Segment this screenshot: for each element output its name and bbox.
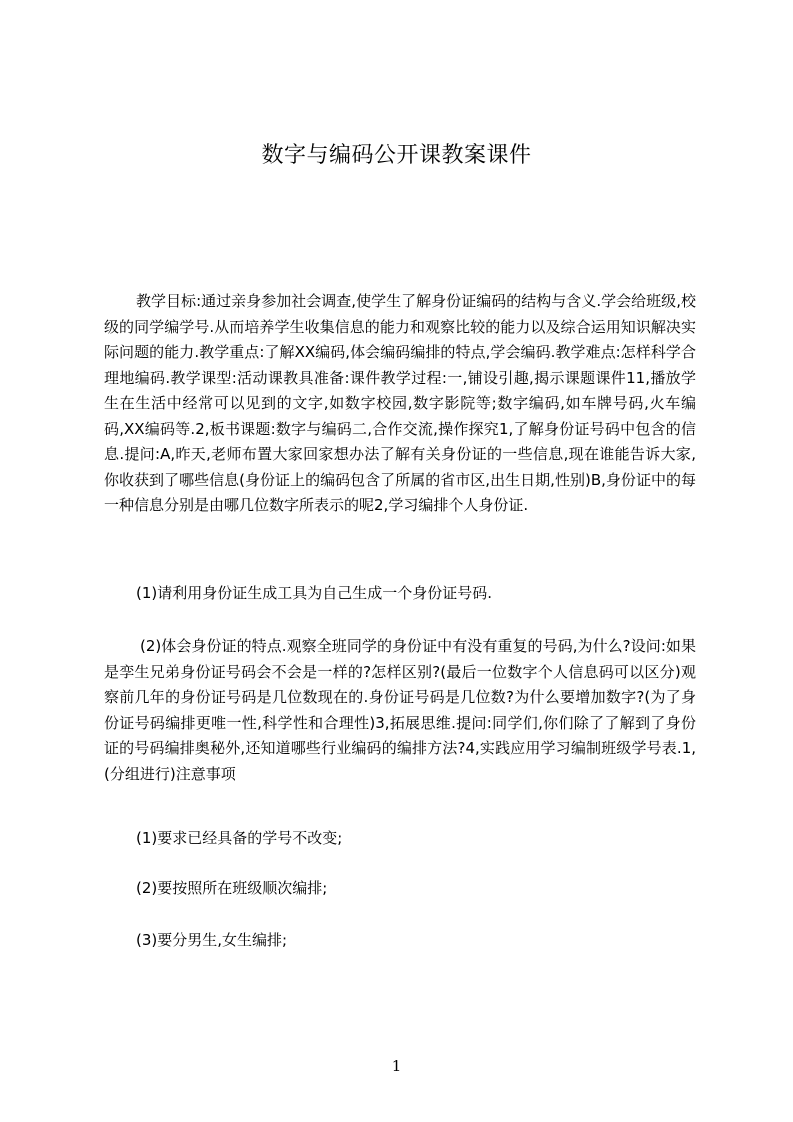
- paragraph-note-2: (2)要按照所在班级顺次编排;: [136, 879, 328, 897]
- paragraph-step-1: (1)请利用身份证生成工具为自己生成一个身份证号码.: [136, 584, 493, 602]
- page-number: 1: [391, 1057, 402, 1075]
- paragraph-teaching-objectives: 教学目标:通过亲身参加社会调查,使学生了解身份证编码的结构与含义.学会给班级,校级的同学编学号.从而培养学生收集信息的能力和观察比较的能力以及综合运用知识解决实际问题的能力.教学重点:了解XX编码,体会编码编排的特点,学会编码.教学难点:怎样科学合理地编码.教学课型:活动课教具准备:课件教学过程:一,铺设引趣,揭示课题课件11,播放学生在生活中经常可以见到的文字,如数字校园,数字影院等;数字编码,如车牌号码,火车编码,XX编码等.2,板书课题:数字与编码二,合作交流,操作探究1,了解身份证号码中包含的信息.提问:A,昨天,老师布置大家回家想办法了解有关身份证的一些信息,现在谁能告诉大家,你收获到了哪些信息(身份证上的编码包含了所属的省市区,出生日期,性别)B,身份证中的每一种信息分别是由哪几位数字所表示的呢2,学习编排个人身份证.: [104, 292, 696, 514]
- paragraph-step-2: (2)体会身份证的特点.观察全班同学的身份证中有没有重复的号码,为什么?设问:如果是孪生兄弟身份证号码会不会是一样的?怎样区别?(最后一位数字个人信息码可以区分)观察前几年的身份证号码是几位数现在的.身份证号码是几位数?为什么要增加数字?(为了身份证号码编排更唯一性,科学性和合理性)3,拓展思维.提问:同学们,你们除了了解到了身份证的号码编排奥秘外,还知道哪些行业编码的编排方法?4,实践应用学习编制班级学号表.1,(分组进行)注意事项: [104, 637, 696, 783]
- paragraph-note-3: (3)要分男生,女生编排;: [136, 931, 288, 949]
- document-title: 数字与编码公开课教案课件: [261, 143, 532, 168]
- paragraph-note-1: (1)要求已经具备的学号不改变;: [136, 829, 343, 847]
